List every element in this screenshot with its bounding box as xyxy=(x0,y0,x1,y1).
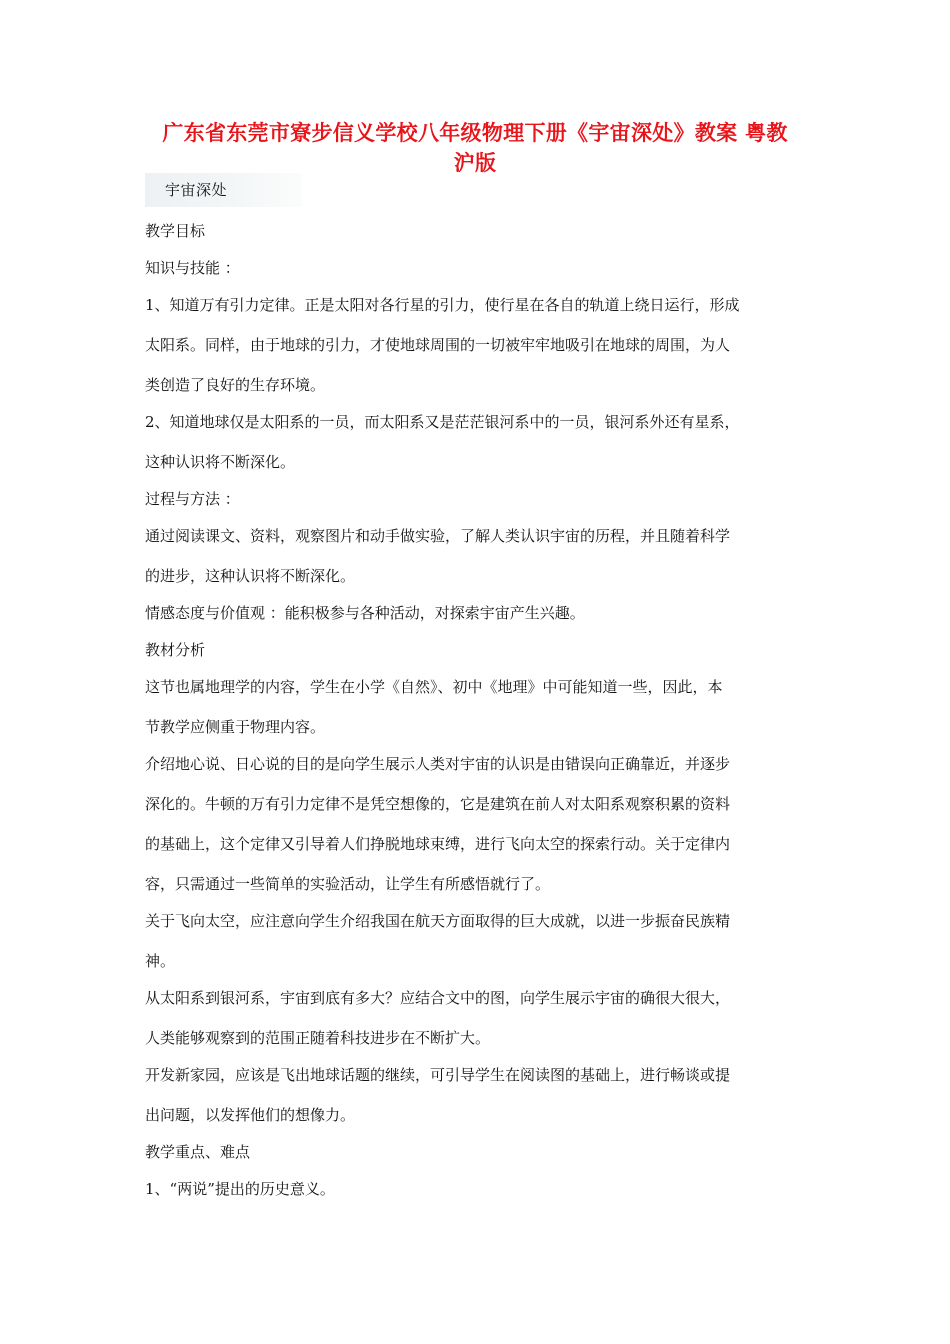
paragraph-line: 1、“两说”提出的历史意义。 xyxy=(145,1180,335,1198)
document-body xyxy=(145,222,813,1217)
paragraph-line: 类创造了良好的生存环境。 xyxy=(145,376,326,394)
paragraph-line: 2、知道地球仅是太阳系的一员，而太阳系又是茫茫银河系中的一员，银河系外还有星系， xyxy=(145,413,740,431)
paragraph-line: 人类能够观察到的范围正随着科技进步在不断扩大。 xyxy=(145,1029,491,1047)
document-title-line-2: 沪版 xyxy=(453,151,497,175)
material-analysis-heading xyxy=(145,641,813,660)
paragraph-line: 通过阅读课文、资料，观察图片和动手做实验，了解人类认识宇宙的历程，并且随着科学 xyxy=(145,527,731,545)
heading-text: 教学重点、难点 xyxy=(145,1143,251,1161)
analysis-paragraph-2 xyxy=(145,755,813,894)
paragraph-line: 1、知道万有引力定律。正是太阳对各行星的引力，使行星在各自的轨道上绕日运行，形成 xyxy=(145,296,740,314)
paragraph-line: 情感态度与价值观 ：能积极参与各种活动，对探索宇宙产生兴趣。 xyxy=(145,604,585,622)
paragraph-line: 容，只需通过一些简单的实验活动，让学生有所感悟就行了。 xyxy=(145,875,551,893)
paragraph-line: 节教学应侧重于物理内容。 xyxy=(145,718,326,736)
document-title-line-1: 广东省东莞市寮步信义学校八年级物理下册《宇宙深处》教案 粤教 xyxy=(162,121,788,145)
analysis-paragraph-5 xyxy=(145,1066,813,1125)
paragraph-line: 这节也属地理学的内容，学生在小学《自然》、初中《地理》中可能知道一些，因此，本 xyxy=(145,678,723,696)
paragraph-line: 出问题，以发挥他们的想像力。 xyxy=(145,1106,356,1124)
paragraph-line: 从太阳系到银河系，宇宙到底有多大？应结合文中的图，向学生展示宇宙的确很大很大， xyxy=(145,989,731,1007)
heading-text: 过程与方法 ： xyxy=(145,490,240,508)
goal-paragraph-2 xyxy=(145,413,813,472)
paragraph-line: 开发新家园，应该是飞出地球话题的继续，可引导学生在阅读图的基础上，进行畅谈或提 xyxy=(145,1066,731,1084)
goal-paragraph-1 xyxy=(145,296,813,395)
analysis-paragraph-4 xyxy=(145,989,813,1048)
heading-text: 教学目标 xyxy=(145,222,206,240)
paragraph-line: 关于飞向太空，应注意向学生介绍我国在航天方面取得的巨大成就，以进一步振奋民族精 xyxy=(145,912,731,930)
banner-text: 宇宙深处 xyxy=(165,181,228,199)
analysis-paragraph-1 xyxy=(145,678,813,737)
paragraph-line: 的基础上，这个定律又引导着人们挣脱地球束缚，进行飞向太空的探索行动。关于定律内 xyxy=(145,835,731,853)
process-method-heading xyxy=(145,490,813,509)
heading-text: 教材分析 xyxy=(145,641,206,659)
paragraph-line: 的进步，这种认识将不断深化。 xyxy=(145,567,356,585)
teaching-goals-heading xyxy=(145,222,813,241)
key-point-1 xyxy=(145,1180,813,1199)
knowledge-skills-heading xyxy=(145,259,813,278)
key-points-heading xyxy=(145,1143,813,1162)
paragraph-line: 这种认识将不断深化。 xyxy=(145,453,296,471)
paragraph-line: 太阳系。同样，由于地球的引力，才使地球周围的一切被牢牢地吸引在地球的周围，为人 xyxy=(145,336,731,354)
process-paragraph xyxy=(145,527,813,586)
paragraph-line: 神。 xyxy=(145,952,176,970)
attitude-paragraph xyxy=(145,604,813,623)
section-banner-image xyxy=(145,173,302,207)
paragraph-line: 介绍地心说、日心说的目的是向学生展示人类对宇宙的认识是由错误向正确靠近，并逐步 xyxy=(145,755,731,773)
paragraph-line: 深化的。牛顿的万有引力定律不是凭空想像的，它是建筑在前人对太阳系观察积累的资料 xyxy=(145,795,731,813)
document-title xyxy=(140,118,810,178)
analysis-paragraph-3 xyxy=(145,912,813,971)
heading-text: 知识与技能 ： xyxy=(145,259,240,277)
